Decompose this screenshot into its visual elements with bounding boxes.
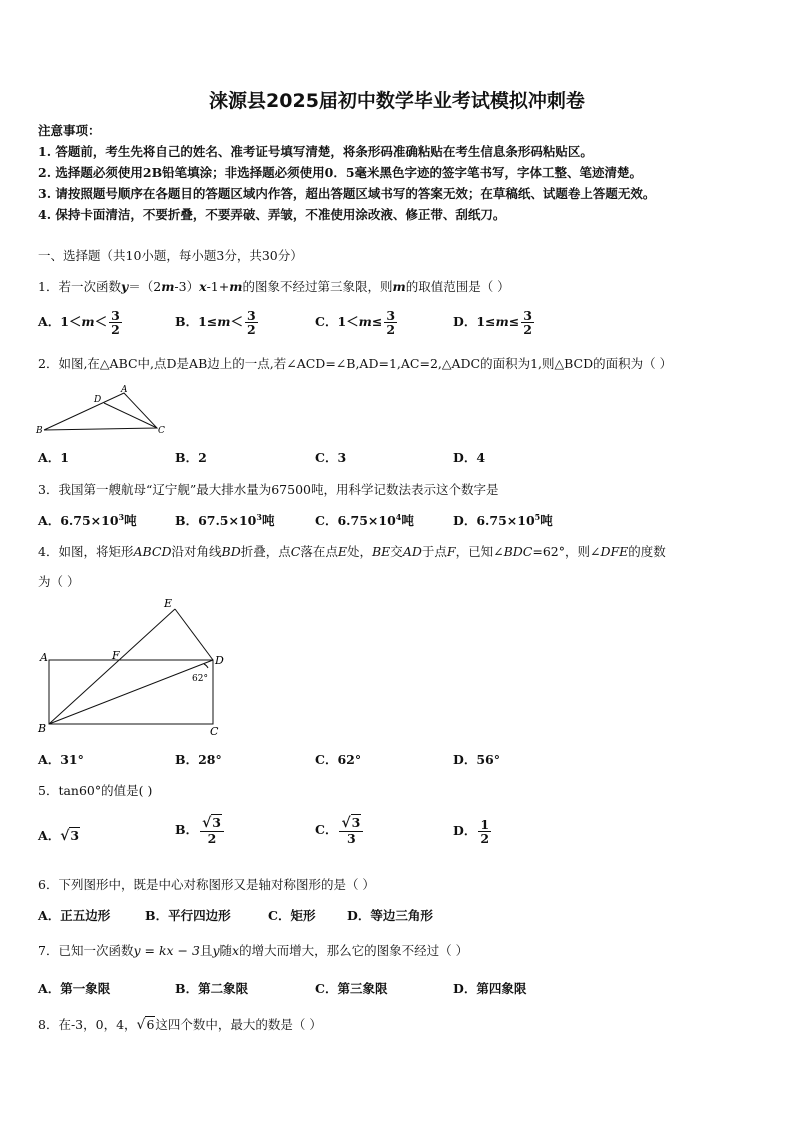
q5-option-c[interactable]: C． $\frac{√3}{3}$	[315, 816, 363, 845]
fraction: $\frac{1}{2}$	[480, 817, 490, 847]
question-2-stem: 2．如图,在△ABC中,点D是AB边上的一点,若∠ACD=∠B,AD=1,AC=2,△ADC的面积为1,则△BCD的面积为（ ）	[38, 356, 673, 371]
label-a: A	[40, 651, 48, 664]
q3-option-c[interactable]: C．$6.75\times 10^4$吨	[315, 511, 414, 528]
label-a: A	[121, 385, 128, 395]
q3-option-a[interactable]: A．$6.75\times 10^3$吨	[38, 511, 137, 528]
q2-option-c[interactable]: C．3	[315, 450, 347, 465]
fraction: $\frac{3}{2}$	[247, 308, 256, 338]
question-7-stem: 7．已知一次函数y = kx − 3且y随x的增大而增大，那么它的图象不经过（ ）	[38, 943, 469, 958]
q7-option-d[interactable]: D．第四象限	[453, 981, 527, 996]
question-3-stem: 3．我国第一艘航母“辽宁舰”最大排水量为67500吨，用科学记数法表示这个数字是	[38, 482, 499, 497]
notice-item-3: 3. 请按照题号顺序在各题目的答题区域内作答，超出答题区域书写的答案无效；在草稿纸、试题卷上答题无效。	[38, 186, 656, 201]
function-expression: y = kx − 3	[133, 943, 200, 958]
label-d: D	[215, 654, 224, 667]
label-b: B	[36, 426, 43, 436]
q7-option-c[interactable]: C．第三象限	[315, 981, 388, 996]
page-title: 涞源县2025届初中数学毕业考试模拟冲刺卷	[209, 90, 585, 112]
q4-option-d[interactable]: D．56°	[453, 752, 500, 767]
fraction: $\frac{√3}{3}$	[339, 816, 363, 845]
fraction: $\frac{√3}{2}$	[200, 816, 224, 845]
notice-heading: 注意事项：	[38, 123, 101, 138]
triangle-figure	[34, 382, 174, 438]
notice-item-2: 2. 选择题必须使用2B铅笔填涂；非选择题必须使用0．5毫米黑色字迹的签字笔书写，字体工整、笔迹清楚。	[38, 165, 643, 180]
question-4-stem: 4．如图，将矩形ABCD沿对角线BD折叠，点C落在点E处，BE交AD于点F，已知∠BDC=62°，则∠DFE的度数	[38, 544, 666, 559]
q7-option-a[interactable]: A．第一象限	[38, 981, 111, 996]
question-6-stem: 6．下列图形中，既是中心对称图形又是轴对称图形的是（ ）	[38, 877, 375, 892]
label-f: F	[112, 649, 120, 662]
label-c: C	[210, 725, 219, 738]
q1-option-a[interactable]: A．1＜m＜ $\frac{3}{2}$	[38, 308, 120, 338]
question-5-stem: 5．tan60°的值是( )	[38, 783, 153, 798]
question-8-stem: 8．在-3，0，4，√6这四个数中，最大的数是（ ）	[38, 1017, 322, 1033]
folded-rectangle-figure	[34, 596, 234, 740]
angle-label: 62°	[192, 674, 208, 684]
fraction: $\frac{3}{2}$	[386, 308, 396, 338]
q3-option-b[interactable]: B．$67.5\times 10^3$吨	[175, 511, 275, 528]
q5-option-a[interactable]: A．√3	[38, 828, 80, 844]
label-d: D	[94, 395, 102, 405]
sqrt: √6	[136, 1017, 155, 1033]
q6-option-b[interactable]: B．平行四边形	[145, 908, 231, 923]
q6-option-c[interactable]: C．矩形	[268, 908, 316, 923]
q2-option-d[interactable]: D．4	[453, 450, 486, 465]
notice-item-1: 1. 答题前，考生先将自己的姓名、准考证号填写清楚，将条形码准确粘贴在考生信息条形码粘贴区。	[38, 144, 593, 159]
q7-option-b[interactable]: B．第二象限	[175, 981, 249, 996]
q1-option-b[interactable]: B．1≤m＜ $\frac{3}{2}$	[175, 308, 256, 338]
label-e: E	[164, 597, 173, 610]
q4-option-c[interactable]: C．62°	[315, 752, 362, 767]
q1-option-c[interactable]: C．1＜m≤ $\frac{3}{2}$	[315, 308, 396, 338]
q4-option-a[interactable]: A．31°	[38, 752, 84, 767]
q3-option-d[interactable]: D．$6.75\times 10^5$吨	[453, 511, 553, 528]
fraction: $\frac{3}{2}$	[111, 308, 120, 338]
q2-option-a[interactable]: A．1	[38, 450, 69, 465]
q5-option-b[interactable]: B． $\frac{√3}{2}$	[175, 816, 224, 845]
q5-option-d[interactable]: D． $\frac{1}{2}$	[453, 817, 490, 847]
question-4-stem-line2: 为（ ）	[38, 574, 80, 589]
q1-option-d[interactable]: D．1≤m≤ $\frac{3}{2}$	[453, 308, 532, 338]
section-heading: 一、选择题（共10小题，每小题3分，共30分）	[38, 248, 303, 263]
fraction: $\frac{3}{2}$	[523, 308, 532, 338]
notice-item-4: 4. 保持卡面清洁，不要折叠，不要弄破、弄皱，不准使用涂改液、修正带、刮纸刀。	[38, 207, 506, 222]
q4-option-b[interactable]: B．28°	[175, 752, 222, 767]
q6-option-a[interactable]: A．正五边形	[38, 908, 111, 923]
sqrt: √3	[60, 828, 80, 844]
label-c: C	[158, 426, 165, 436]
q6-option-d[interactable]: D．等边三角形	[347, 908, 433, 923]
question-1-stem: 1．若一次函数y＝（2m-3）x-1+m的图象不经过第三象限，则m的取值范围是（ ）	[38, 279, 510, 294]
q2-option-b[interactable]: B．2	[175, 450, 207, 465]
label-b: B	[38, 722, 47, 735]
